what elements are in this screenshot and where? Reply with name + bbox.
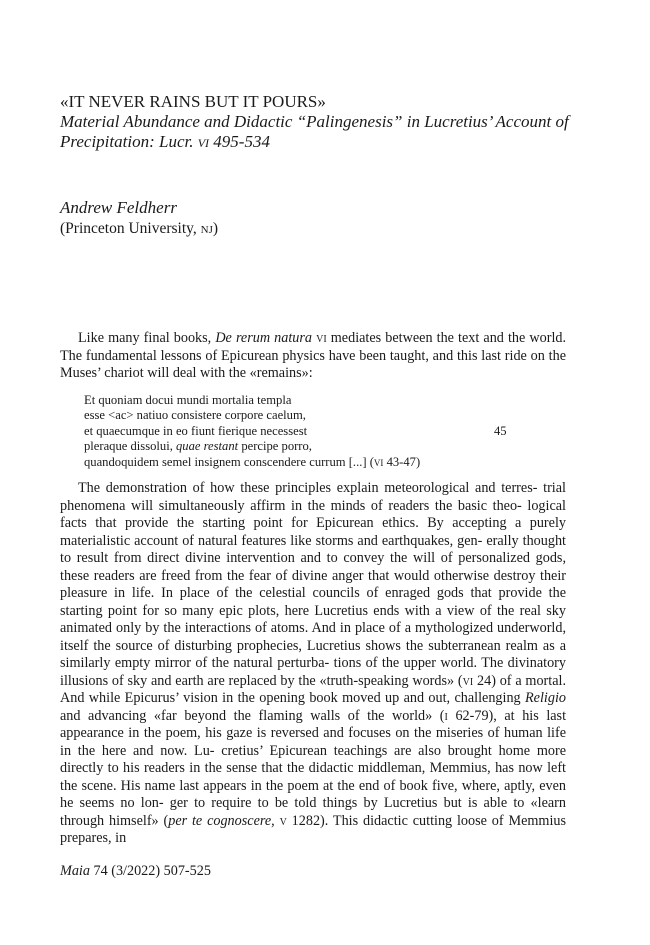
journal-name: Maia — [60, 863, 90, 879]
verse-line-4-emphasis: quae restant — [176, 439, 239, 453]
main-text-3: and advancing «far beyond the flaming walls of the world» ( — [60, 707, 445, 724]
verse-quotation — [84, 393, 566, 471]
subtitle-text: Material Abundance and Didactic “Palingenesis” in Lucretius’ Account of Precipitation: Lucr. — [60, 112, 569, 151]
main-text-2: 24) of a mortal. And while Epicurus’ vision in the opening book moved up and out, challenging — [60, 672, 566, 706]
page-footer — [60, 862, 211, 880]
subtitle-book-numeral: vi — [197, 132, 210, 151]
author-name: Andrew Feldherr — [60, 198, 177, 217]
main-paragraph — [60, 480, 566, 848]
verse-line-number: 45 — [494, 423, 507, 438]
article-subtitle — [60, 112, 590, 152]
journal-citation: 74 (3/2022) 507-525 — [93, 863, 211, 879]
affiliation-institution: (Princeton University, — [60, 220, 197, 237]
verse-line-3 — [84, 424, 566, 440]
verse-citation-book: vi — [373, 454, 384, 469]
main-text-4: 62-79), at his last appearance in the poem, his gaze is reversed and focuses on the miseries of human life in the here and now. Lu- cretius’ Epicurean teachings are also brought home more directly to his readers in the sense that the didactic middleman, Memmius, has now left the scene. His name last appears in the poem at the end of book five, where, aptly, even he seems no lon- ger to require to be told things by Lucretius but is able to «learn through himself» ( — [60, 707, 567, 829]
main-citation-v: v — [279, 812, 287, 829]
verse-line-3-text: et quaecumque in eo fiunt fierique necessest — [84, 423, 308, 438]
affiliation-close: ) — [212, 220, 219, 237]
main-comma: , — [271, 812, 275, 829]
subtitle-line-range: 495-534 — [213, 132, 270, 151]
main-text-6: 1282). This didactic cutting loose of Memmius prepares, in — [60, 812, 566, 846]
intro-text-1: Like many final books, — [78, 330, 212, 346]
verse-line-5 — [84, 455, 566, 471]
verse-citation-lines: 43-47) — [386, 454, 421, 469]
affiliation-state: nj — [200, 220, 213, 237]
intro-paragraph — [60, 330, 566, 383]
verse-line-4-a: pleraque dissolui, — [84, 439, 173, 453]
main-citation-vi: vi — [462, 672, 474, 689]
intro-text-2: mediates between the text and the world. The fundamental lessons of Epicurean physics have been taught, and this last ride on the Muses’ chariot will deal with the «remains»: — [60, 330, 567, 381]
verse-line-4 — [84, 439, 566, 455]
article-header — [60, 92, 590, 152]
main-latin-phrase: per te cognoscere — [168, 812, 272, 829]
article-title: «IT NEVER RAINS BUT IT POURS» — [60, 92, 326, 111]
main-religio: Religio — [525, 690, 566, 706]
intro-book-numeral: vi — [316, 330, 327, 346]
intro-work-title: De rerum natura — [215, 330, 313, 346]
author-affiliation — [60, 219, 590, 239]
verse-line-5-text: quandoquidem semel insignem conscendere currum [...] ( — [84, 454, 374, 469]
verse-line-1: Et quoniam docui mundi mortalia templa — [84, 392, 292, 407]
verse-line-4-b: percipe porro, — [241, 439, 312, 453]
article-body — [60, 330, 566, 848]
author-block — [60, 197, 590, 239]
main-citation-i: i — [444, 707, 448, 724]
verse-line-2: esse <ac> natiuo consistere corpore caelum, — [84, 408, 306, 422]
main-text-1: The demonstration of how these principles explain meteorological and terres- trial phenomena will simultaneously affirm in the minds of readers the basic theo- logical facts that provide the starting point for Epicurean ethics. By accepting a purely materialistic account of natural features like storms and earthquakes, gen- erally thought to result from direct divine intervention and to convey the will of personalized gods, these readers are freed from the fear of divine anger that would otherwise destroy their pleasure in life. In place of the celestial councils of enraged gods that provide the starting point for so many epic plots, here Lucretius ends with a view of the real sky animated only by the interactions of atoms. And in place of a mythologized underworld, itself the source of disturbing prophecies, Lucretius shows the subterranean realm as a similarly empty mirror of the natural perturba- tions of the upper world. The divinatory illusions of sky and earth are replaced by the «truth-speaking words» ( — [60, 480, 566, 689]
